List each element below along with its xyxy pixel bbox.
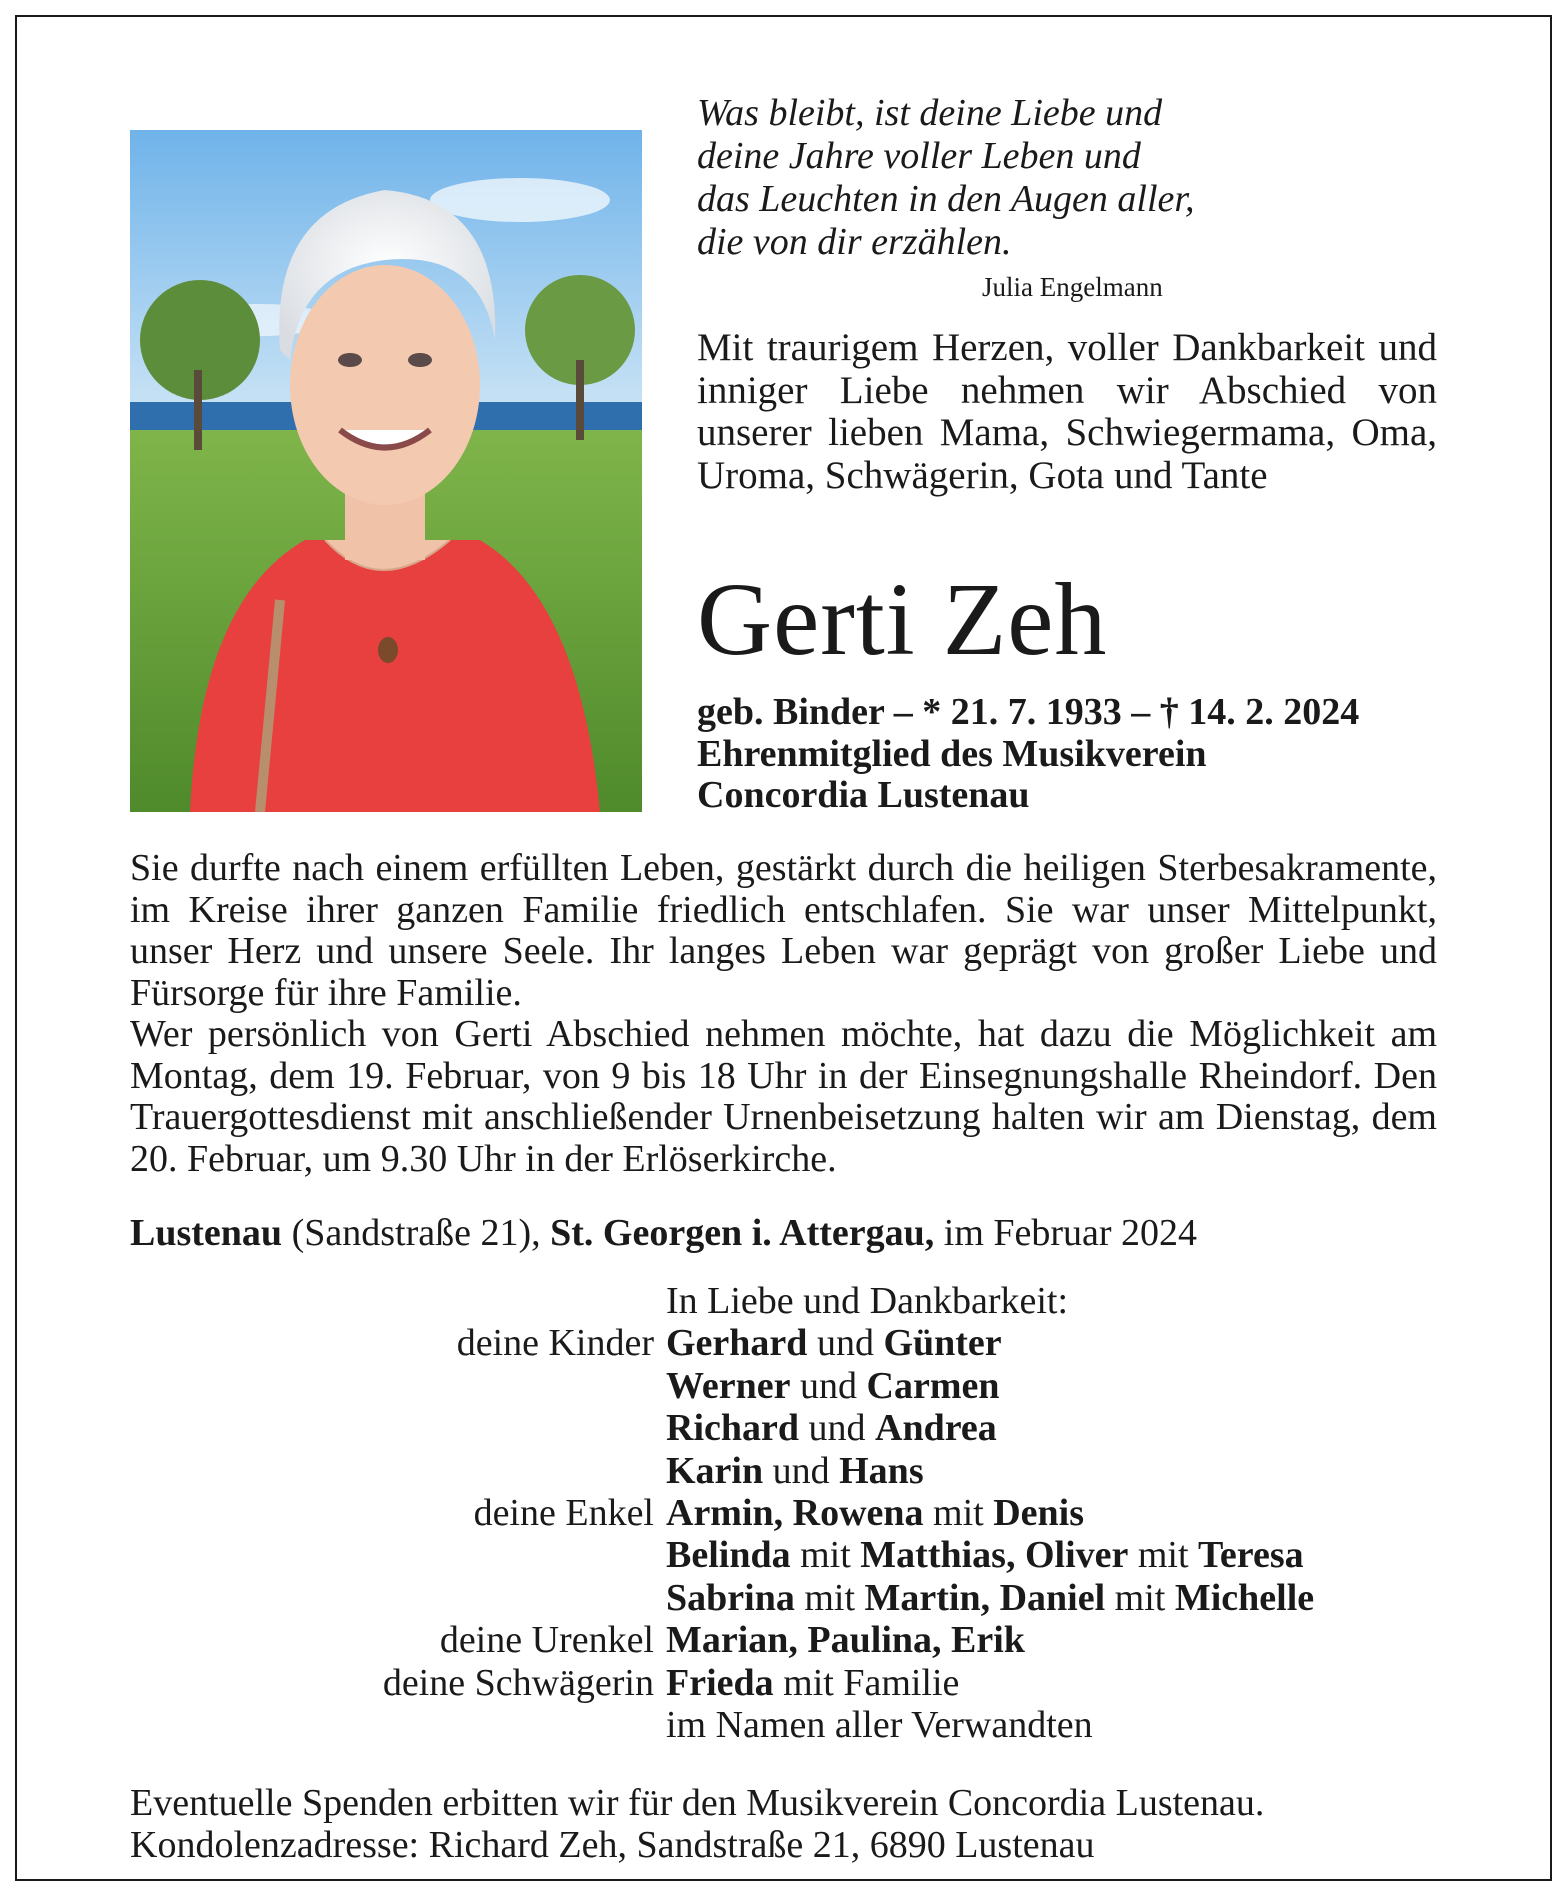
family-row xyxy=(130,1492,1450,1534)
family-row xyxy=(130,1704,1450,1746)
family-relation-label xyxy=(130,1450,666,1492)
family-connector: und xyxy=(763,1449,840,1492)
family-member-name: Carmen xyxy=(866,1364,1000,1407)
family-row xyxy=(130,1365,1450,1407)
family-member-name: Werner xyxy=(666,1364,791,1407)
family-names xyxy=(666,1619,1450,1661)
family-member-name: Belinda xyxy=(666,1534,791,1577)
family-member-name: Hans xyxy=(839,1449,924,1492)
quote-line: das Leuchten in den Augen aller, xyxy=(697,178,1195,220)
family-connector: mit xyxy=(1128,1534,1199,1577)
family-names xyxy=(666,1534,1450,1576)
family-member-name: Richard xyxy=(666,1407,799,1450)
family-member-name: Denis xyxy=(993,1492,1085,1535)
quote-line: Was bleibt, ist deine Liebe und xyxy=(697,92,1163,134)
family-member-name: Armin, Rowena xyxy=(666,1492,924,1535)
place-city: St. Georgen i. Attergau, xyxy=(550,1212,935,1254)
body-paragraph: Wer persönlich von Gerti Abschied nehmen möchte, hat dazu die Möglichkeit am Montag, dem 19. Februar, von 9 bis 18 Uhr in der Einsegnungshalle Rheindorf. Den Trauergottesdienst mit anschließender Urnenbeisetzung halten wir am Dienstag, dem 20. Februar, um 9.30 Uhr in der Erlöserkirche. xyxy=(130,1013,1437,1180)
quote-line: deine Jahre voller Leben und xyxy=(697,135,1141,177)
family-member-name: Michelle xyxy=(1174,1576,1315,1619)
family-connector: und xyxy=(790,1364,867,1407)
family-member-name: Karin xyxy=(666,1449,764,1492)
quote-block xyxy=(697,92,1257,264)
family-relation-label xyxy=(130,1577,666,1619)
family-relation-label: deine Enkel xyxy=(473,1492,654,1535)
dates-line: geb. Binder – * 21. 7. 1933 – † 14. 2. 2024 xyxy=(697,691,1360,733)
family-member-name: Gerhard xyxy=(666,1322,808,1365)
family-names xyxy=(666,1704,1450,1746)
condolence-address: Kondolenzadresse: Richard Zeh, Sandstraße 21, 6890 Lustenau xyxy=(130,1823,1095,1866)
family-member-name: Martin, Daniel xyxy=(864,1576,1106,1619)
portrait-illustration xyxy=(130,130,642,812)
quote-author: Julia Engelmann xyxy=(982,272,1163,302)
family-heading: In Liebe und Dankbarkeit: xyxy=(666,1280,1069,1322)
family-rows xyxy=(130,1322,1450,1746)
family-member-name: Frieda xyxy=(666,1661,774,1704)
family-heading-row xyxy=(130,1280,1450,1322)
place-date: im Februar 2024 xyxy=(934,1212,1198,1254)
family-member-name: Teresa xyxy=(1198,1534,1304,1577)
family-row xyxy=(130,1619,1450,1661)
family-names xyxy=(666,1492,1450,1534)
family-names xyxy=(666,1577,1450,1619)
family-member-name: Sabrina xyxy=(666,1576,795,1619)
family-relation-label: deine Schwägerin xyxy=(382,1661,654,1704)
family-connector: und xyxy=(807,1322,884,1365)
family-connector: und xyxy=(799,1407,875,1450)
family-names xyxy=(666,1407,1450,1449)
family-relation-label: deine Urenkel xyxy=(439,1619,654,1662)
family-relation-label xyxy=(130,1534,666,1576)
family-row xyxy=(130,1662,1450,1704)
family-names xyxy=(666,1450,1450,1492)
family-names xyxy=(666,1365,1450,1407)
intro-text: Mit traurigem Herzen, voller Dankbarkeit und inniger Liebe nehmen wir Abschied von unserer lieben Mama, Schwiegermama, Oma, Uroma, Schwägerin, Gota und Tante xyxy=(697,326,1437,497)
family-member-name: Günter xyxy=(883,1322,1002,1365)
family-member-name: Marian, Paulina, Erik xyxy=(666,1619,1025,1662)
family-connector: mit xyxy=(923,1492,994,1535)
family-row xyxy=(130,1322,1450,1364)
family-relation-label xyxy=(130,1365,666,1407)
family-relation-label xyxy=(130,1407,666,1449)
obituary-body xyxy=(130,848,1437,1180)
family-connector: mit xyxy=(794,1576,865,1619)
family-list xyxy=(130,1280,1450,1746)
body-paragraph: Sie durfte nach einem erfüllten Leben, gestärkt durch die heiligen Sterbesakramente, im Kreise ihrer ganzen Familie friedlich entschlafen. Sie war unser Mittelpunkt, unser Herz und unsere Seele. Ihr langes Leben war geprägt von großer Liebe und Fürsorge für ihre Familie. xyxy=(130,847,1437,1014)
footer xyxy=(130,1783,1437,1866)
family-row xyxy=(130,1450,1450,1492)
place-city: Lustenau xyxy=(130,1212,283,1254)
family-relation-label xyxy=(130,1704,666,1746)
family-row xyxy=(130,1407,1450,1449)
family-relation-label: deine Kinder xyxy=(456,1322,654,1365)
donations-note: Eventuelle Spenden erbitten wir für den Musikverein Concordia Lustenau. xyxy=(130,1782,1265,1824)
honor-line: Ehrenmitglied des Musikverein xyxy=(697,732,1207,775)
family-connector: mit xyxy=(1105,1576,1175,1619)
family-row xyxy=(130,1534,1450,1576)
family-row xyxy=(130,1577,1450,1619)
family-member-name: Andrea xyxy=(875,1407,997,1450)
family-names xyxy=(666,1322,1450,1364)
family-connector: mit Familie xyxy=(773,1661,960,1704)
place-address: (Sandstraße 21), xyxy=(282,1212,551,1254)
family-names xyxy=(666,1662,1450,1704)
honor-line: Concordia Lustenau xyxy=(697,774,1030,816)
family-connector: im Namen aller Verwandten xyxy=(666,1704,1093,1747)
deceased-name: Gerti Zeh xyxy=(697,562,1108,677)
life-dates xyxy=(697,692,1359,817)
family-connector: mit xyxy=(790,1534,861,1577)
portrait-photo xyxy=(130,130,642,812)
quote-line: die von dir erzählen. xyxy=(697,221,1012,263)
family-member-name: Matthias, Oliver xyxy=(860,1534,1129,1577)
place-date-line xyxy=(130,1211,1197,1255)
